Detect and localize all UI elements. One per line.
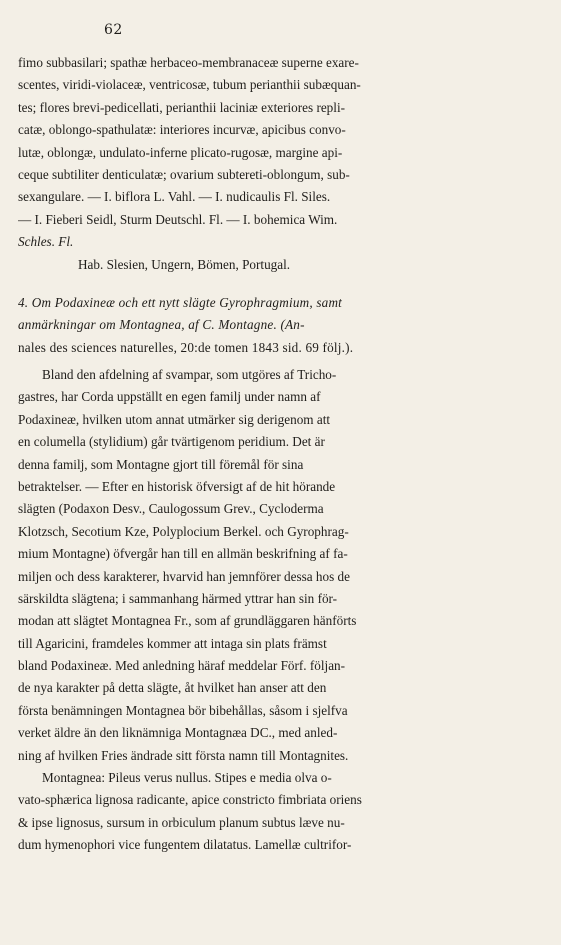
text-line: denna familj, som Montagne gjort till föremål för sina <box>18 456 304 472</box>
text-line: sexangulare. — I. biflora L. Vahl. — I. nudicaulis Fl. Siles. <box>18 189 331 205</box>
page-number: 62 <box>104 22 123 38</box>
text-line: slägten (Podaxon Desv., Caulogossum Grev., Cycloderma <box>18 501 324 517</box>
text-line: scentes, viridi-violaceæ, ventricosæ, tubum perianthii subæquan- <box>18 77 361 93</box>
text-line: de nya karakter på detta slägte, åt hvilket han anser att den <box>18 680 327 696</box>
article-heading-line: anmärkningar om Montagnea, af C. Montagne. (An- <box>18 317 305 333</box>
text-line: bland Podaxineæ. Med anledning häraf meddelar Förf. följan- <box>18 658 346 674</box>
text-line: — I. Fieberi Seidl, Sturm Deutschl. Fl. — I. bohemica Wim. <box>18 211 338 227</box>
habitat-line: Hab. Slesien, Ungern, Bömen, Portugal. <box>78 256 291 272</box>
text-line: en columella (stylidium) går tvärtigenom peridium. Det är <box>18 434 325 450</box>
text-line: första benämningen Montagnea bör bibehållas, såsom i sjelfva <box>18 702 348 718</box>
text-line: ceque subtiliter denticulatæ; ovarium subtereti-oblongum, sub- <box>18 166 350 182</box>
text-line: fimo subbasilari; spathæ herbaceo-membranaceæ superne exare- <box>18 55 359 70</box>
paragraph-article-heading <box>18 292 542 359</box>
text-line: mium Montagne) öfvergår han till en allmän beskrifning af fa- <box>18 546 348 562</box>
text-line: modan att slägtet Montagnea Fr., som af grundläggaren hänförts <box>18 613 357 629</box>
text-line: till Agaricini, framdeles kommer att intaga sin plats främst <box>18 635 327 651</box>
text-line: särskildta slägtena; i sammanhang härmed yttrar han sin för- <box>18 590 338 606</box>
text-line: Schles. Fl. <box>18 234 74 250</box>
article-heading-line: 4. Om Podaxineæ och ett nytt slägte Gyrophragmium, samt <box>18 295 343 310</box>
text-line: catæ, oblongo-spathulatæ: interiores incurvæ, apicibus convo- <box>18 122 346 138</box>
article-heading-line: nales des sciences naturelles, 20:de tomen 1843 sid. 69 följ.). <box>18 339 354 355</box>
text-line: dum hymenophori vice fungentem dilatatus. Lamellæ cultrifor- <box>18 837 352 853</box>
text-line: Podaxineæ, hvilken utom annat utmärker sig derigenom att <box>18 411 331 427</box>
text-line: betraktelser. — Efter en historisk öfversigt af de hit hörande <box>18 478 336 494</box>
text-line: Klotzsch, Secotium Kze, Polyplocium Berkel. och Gyrophrag- <box>18 523 349 539</box>
text-line: verket äldre än den liknämniga Montagnæa DC., med anled- <box>18 725 338 741</box>
text-line: ning af hvilken Fries ändrade sitt första namn till Montagnites. <box>18 747 349 763</box>
text-line: Montagnea: Pileus verus nullus. Stipes e media olva o- <box>42 770 332 786</box>
text-line: tes; flores brevi-pedicellati, perianthii laciniæ exteriores repli- <box>18 99 345 115</box>
text-line: gastres, har Corda uppställt en egen familj under namn af <box>18 389 321 405</box>
paragraph-podaxineae <box>18 364 542 857</box>
text-line: lutæ, oblongæ, undulato-inferne plicato-rugosæ, margine api- <box>18 144 343 160</box>
text-line: & ipse lignosus, sursum in orbiculum planum subtus læve nu- <box>18 814 345 830</box>
text-line: Bland den afdelning af svampar, som utgöres af Tricho- <box>42 367 337 382</box>
text-line: vato-sphærica lignosa radicante, apice constricto fimbriata oriens <box>18 792 362 808</box>
text-line: miljen och dess karakterer, hvarvid han jemnförer dessa hos de <box>18 568 350 584</box>
paragraph-iris-description <box>18 52 542 276</box>
